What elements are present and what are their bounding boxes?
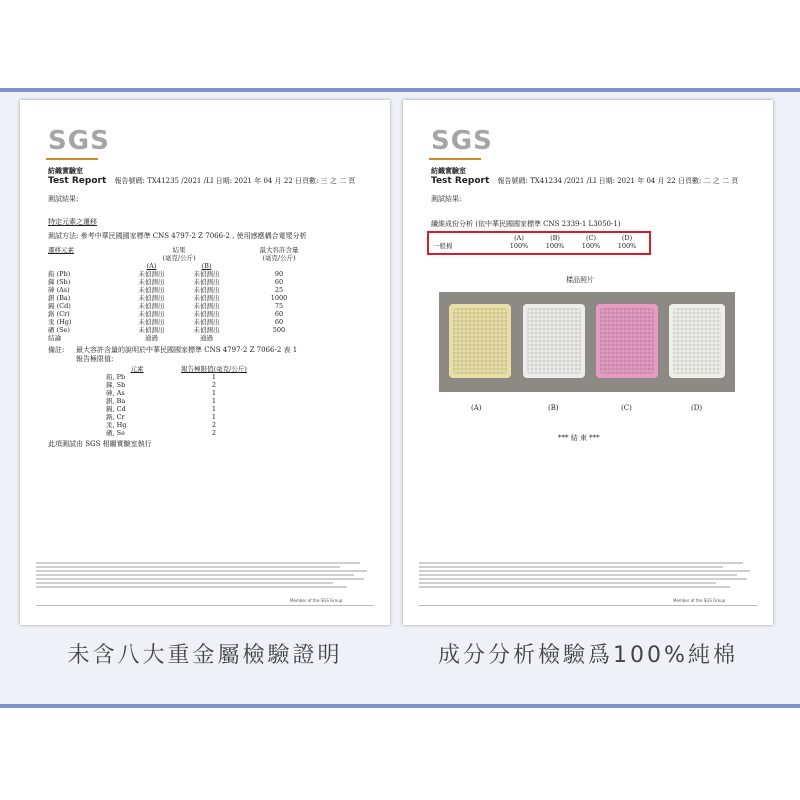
table-row (106, 389, 260, 397)
cell-a: 通過 (145, 334, 158, 342)
photo-title: 樣品照片 (566, 276, 594, 284)
cell-b: 未偵測出 (193, 278, 220, 286)
cell-a: 未偵測出 (138, 294, 165, 302)
cell-el: 銻, Sb (106, 381, 126, 389)
table-row (106, 421, 260, 429)
cell-a: 未偵測出 (138, 270, 165, 278)
fiber-row-label: 一般棉 (433, 242, 453, 250)
cell-el: 汞 (Hg) (48, 318, 72, 326)
col-max-unit: (毫克/公斤) (262, 254, 296, 262)
fine-print (36, 562, 374, 590)
heavy-metal-report-sheet (20, 100, 390, 625)
sample-photo (439, 292, 735, 392)
report-header-line (48, 177, 355, 186)
cell-b: 未偵測出 (193, 310, 220, 318)
results-label: 測試結果: (431, 195, 462, 203)
report-title: Test Report (48, 176, 107, 186)
photo-label: (D) (691, 404, 703, 412)
col-element-header: 遷移元素 (48, 246, 74, 254)
cell-a: 未偵測出 (138, 318, 165, 326)
col-max-header: 最大容許含量 (259, 246, 299, 254)
cell-el: 鉛 (Pb) (48, 270, 71, 278)
sgs-logo-underline (429, 158, 481, 160)
cell-max: 1000 (270, 294, 288, 302)
cell-v: 1 (211, 373, 217, 381)
cell-a: 未偵測出 (138, 310, 165, 318)
cell-max: 25 (274, 286, 284, 294)
report-number-date: 報告號碼: TX41234 /2021 /LI 日期: 2021 年 04 月 22 日頁數: 二 之 二 頁 (497, 177, 739, 185)
cell-max: 60 (274, 310, 284, 318)
cell-v: 1 (211, 413, 217, 421)
cell-el: 硒 (Se) (48, 326, 70, 334)
cell-el: 結論 (48, 334, 61, 342)
table-row (48, 318, 324, 326)
cell-a: 未偵測出 (138, 278, 165, 286)
cell-el: 汞, Hg (106, 421, 127, 429)
limit-col-element: 元素 (130, 365, 144, 373)
report-number-date: 報告號碼: TX41235 /2021 /LI 日期: 2021 年 04 月 22 日頁數: 三 之 二 頁 (114, 177, 356, 185)
table-row (106, 413, 260, 421)
cell-el: 硒, Se (106, 429, 125, 437)
caption-heavy-metal: 未含八大重金屬檢驗證明 (67, 643, 343, 668)
col-result-header: 結果 (172, 246, 186, 254)
cell-el: 鎘, Cd (106, 405, 126, 413)
cell-max: 60 (274, 278, 284, 286)
heavy-metal-rows (48, 270, 324, 342)
cell-b: 未偵測出 (193, 294, 220, 302)
cell-v: 1 (211, 405, 217, 413)
sgs-logo: SGS (431, 126, 493, 156)
cell-v: 2 (211, 381, 217, 389)
cell-v: 2 (211, 421, 217, 429)
member-of-sgs: Member of the SGS Group (673, 598, 726, 603)
towel-sample-a (449, 304, 511, 378)
table-row (48, 270, 324, 278)
cell-el: 鋇 (Ba) (48, 294, 71, 302)
note-text-limit: 報告極限值: (76, 355, 114, 363)
fiber-value: 100% (581, 242, 601, 250)
table-row (48, 278, 324, 286)
table-row (48, 334, 324, 342)
cell-el: 鎘 (Cd) (48, 302, 71, 310)
cell-el: 鋇, Ba (106, 397, 126, 405)
col-b-header: (B) (201, 262, 212, 270)
fiber-col-header: (C) (585, 234, 597, 242)
cell-el: 鉻 (Cr) (48, 310, 70, 318)
cell-b: 未偵測出 (193, 286, 220, 294)
closing-statement: 此項測試由 SGS 相關實驗室執行 (48, 440, 152, 448)
fiber-analysis-title: 纖維成份分析 (依中華民國國家標準 CNS 2339-1 L3050-1) (431, 220, 621, 228)
sgs-logo-underline (46, 158, 98, 160)
test-method: 測試方法: 參考中華民國國家標準 CNS 4797-2 Z 7066-2 , 使用感應耦合電漿分析 (48, 232, 307, 240)
towel-sample-b (523, 304, 585, 378)
cell-el: 銻 (Sb) (48, 278, 71, 286)
cell-b: 未偵測出 (193, 318, 220, 326)
towel-sample-d (669, 304, 725, 378)
member-of-sgs: Member of the SGS Group (290, 598, 343, 603)
table-row (48, 286, 324, 294)
fiber-analysis-report-sheet (403, 100, 773, 625)
towel-sample-c (596, 304, 658, 378)
results-label: 測試結果: (48, 195, 79, 203)
fiber-table (433, 234, 645, 250)
limit-rows (106, 373, 260, 437)
cell-b: 通過 (200, 334, 213, 342)
cell-v: 1 (211, 397, 217, 405)
cell-el: 鉻, Cr (106, 413, 125, 421)
fiber-value: 100% (509, 242, 529, 250)
photo-label: (A) (471, 404, 482, 412)
table-row (106, 397, 260, 405)
cell-a: 未偵測出 (138, 326, 165, 334)
table-row (106, 381, 260, 389)
table-row (106, 405, 260, 413)
cell-max: 75 (274, 302, 284, 310)
note-text: 最大容許含量的說明於中華民國國家標準 CNS 4797-2 Z 7066-2 表 1 (76, 346, 298, 354)
cell-el: 鉛, Pb (106, 373, 126, 381)
fiber-col-header: (D) (621, 234, 633, 242)
table-row (106, 373, 260, 381)
table-row (48, 310, 324, 318)
table-row (106, 429, 260, 437)
col-result-unit: (毫克/公斤) (162, 254, 196, 262)
footer-rule (36, 605, 374, 606)
cell-a: 未偵測出 (138, 302, 165, 310)
heavy-metal-table (48, 246, 324, 342)
table-row (48, 302, 324, 310)
footer-rule (419, 605, 757, 606)
report-header-line (431, 177, 738, 186)
table-row (48, 326, 324, 334)
cell-el: 砷, As (106, 389, 125, 397)
cell-max: 90 (274, 270, 284, 278)
cell-v: 1 (211, 389, 217, 397)
cell-max: 500 (272, 326, 286, 334)
cell-v: 2 (211, 429, 217, 437)
cell-b: 未偵測出 (193, 302, 220, 310)
photo-label: (B) (548, 404, 559, 412)
caption-cotton: 成分分析檢驗爲100%純棉 (438, 643, 738, 668)
photo-label: (C) (621, 404, 632, 412)
end-marker: *** 結 束 *** (558, 434, 600, 442)
fine-print (419, 562, 757, 590)
cell-max: 60 (274, 318, 284, 326)
cell-max (234, 334, 324, 342)
lab-name: 紡織實驗室 (431, 166, 466, 175)
col-a-header: (A) (146, 262, 157, 270)
sgs-logo: SGS (48, 126, 110, 156)
fiber-value: 100% (617, 242, 637, 250)
cell-b: 未偵測出 (193, 326, 220, 334)
lab-name: 紡織實驗室 (48, 166, 83, 175)
section-title: 特定元素之遷移 (48, 218, 97, 226)
report-title: Test Report (431, 176, 490, 186)
reporting-limit-table (106, 365, 260, 437)
fiber-col-header: (A) (514, 234, 524, 242)
cell-b: 未偵測出 (193, 270, 220, 278)
table-row (48, 294, 324, 302)
fiber-value: 100% (545, 242, 565, 250)
fiber-col-header: (B) (550, 234, 560, 242)
note-label: 備註: (48, 346, 65, 354)
limit-col-value: 報告極限值(毫克/公斤) (181, 365, 247, 373)
cell-el: 砷 (As) (48, 286, 70, 294)
cell-a: 未偵測出 (138, 286, 165, 294)
